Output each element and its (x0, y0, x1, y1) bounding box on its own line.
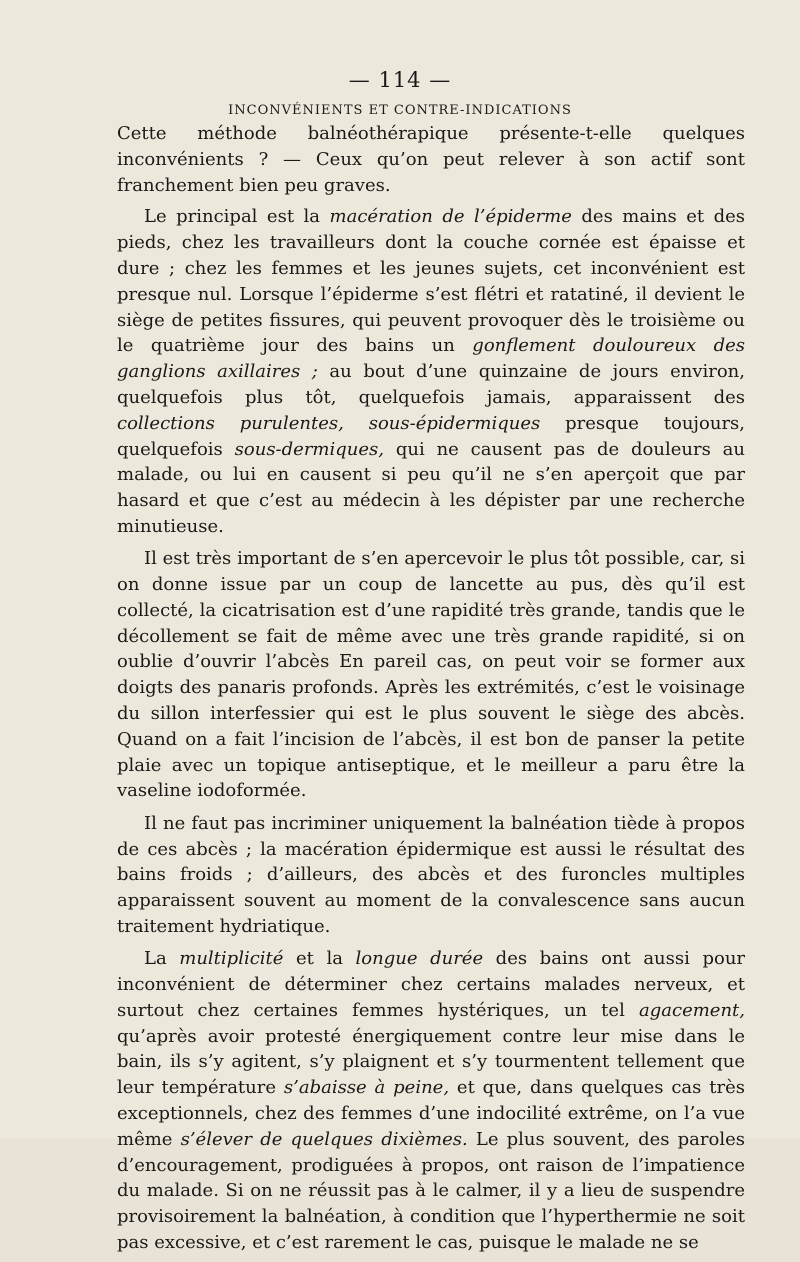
italic-phrase: s’élever de quelques dixièmes. (180, 1128, 468, 1150)
italic-phrase: longue durée (355, 948, 484, 970)
text-run: Il est très important de s’en apercevoir le plus tôt possible, car, si on donne issue par un coup de lancette au pus, dès qu’il est collecté, la cicatrisation est d’une rapidité très grande, tandis que le décollement se fait de même avec une très grande rapidité, si on oublie d’ouvrir l’abcès En pareil cas, on peut voir se former aux doigts des panaris profonds. Après les extrémités, c’est le voisinage du sillon interfessier qui est le plus souvent le siège des abcès. Quand on a fait l’incision de l’abcès, il est bon de panser la petite plaie avec un topique antiseptique, et le meilleur a paru être la vaseline iodoformée. (117, 548, 745, 802)
paragraph (117, 946, 745, 1256)
text-run: et la (283, 948, 356, 970)
running-head: INCONVÉNIENTS ET CONTRE-INDICATIONS (228, 103, 572, 118)
text-run: des mains et des pieds, chez les travailleurs dont la couche cornée est épaisse et dure ; chez les femmes et les jeunes sujets, cet inconvénient est presque nul. Lorsque l’épiderme s’est flétri et ratatiné, il devient le siège de petites fissures, qui peuvent provoquer dès le troisième ou le quatrième jour des bains un (117, 206, 745, 357)
text-run: Le plus souvent, des paroles d’encouragement, prodiguées à propos, ont raison de l’impatience du malade. Si on ne réussit pas à le calmer, il y a lieu de suspendre provisoirement la balnéation, à condition que l’hyperthermie ne soit pas excessive, et c’est rarement le cas, puisque le malade ne se (117, 1128, 745, 1253)
text-run: presque toujours, quelquefois (117, 412, 746, 460)
text-run: des bains ont aussi pour inconvénient de déterminer chez certains malades nerveux, et surtout chez certaines femmes hystériques, un tel (117, 948, 746, 1021)
italic-phrase: agacement, (639, 999, 745, 1021)
text-run: au bout d’une quinzaine de jours environ, quelquefois plus tôt, quelquefois jamais, apparaissent des (117, 361, 745, 408)
italic-phrase: collections purulentes, sous-épidermiques (117, 412, 541, 434)
paragraph (117, 204, 745, 539)
italic-phrase: sous-dermiques, (234, 438, 384, 460)
text-run: Il ne faut pas incriminer uniquement la balnéation tiède à propos de ces abcès ; la macération épidermique est aussi le résultat des bains froids ; d’ailleurs, des abcès et des furoncles multiples apparaissent souvent au moment de la convalescence sans aucun traitement hydriatique. (117, 812, 745, 937)
text-run: et que, dans quelques cas très exceptionnels, chez des femmes d’une indocilité extrême, on l’a vue même (117, 1077, 745, 1150)
page-number: — 114 — (348, 68, 452, 92)
italic-phrase: gonflement douloureux des ganglions axillaires ; (117, 335, 746, 383)
text-run: qui ne causent pas de douleurs au malade, ou lui en causent si peu qu’il ne s’en aperçoit que par hasard et que c’est au médecin à les dépister par une recherche minutieuse. (117, 438, 746, 537)
paragraph (117, 811, 745, 940)
italic-phrase: macération de l’épiderme (329, 206, 572, 228)
italic-phrase: multiplicité (179, 948, 284, 970)
text-run: qu’après avoir protesté énergiquement contre leur mise dans le bain, ils s’y agitent, s’y plaignent et s’y tourmentent tellement que leur température (117, 1025, 745, 1099)
paragraph (117, 546, 745, 804)
text-run: Cette méthode balnéothérapique présente-t-elle quelques inconvénients ? — Ceux qu’on peut relever à son actif sont franchement bien peu graves. (117, 123, 745, 196)
text-run: La (144, 948, 180, 970)
paragraph (117, 121, 745, 198)
text-run: Le principal est la (144, 206, 330, 228)
italic-phrase: s’abaisse à peine, (283, 1077, 450, 1099)
body-text (117, 121, 745, 1262)
